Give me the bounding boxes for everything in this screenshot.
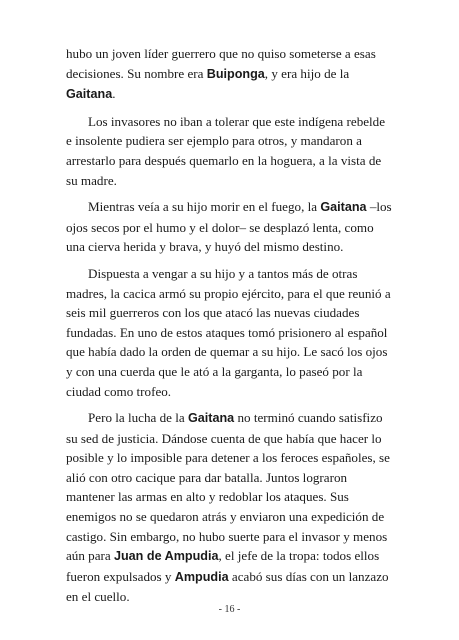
paragraph-4 [66, 264, 394, 401]
text-segment: Pero la lucha de la [88, 410, 188, 426]
text-segment: . [112, 86, 116, 102]
bold-name: Juan de Ampudia [113, 549, 219, 564]
text-segment: acabó sus días con un lanzazo en el cuello. [66, 568, 389, 605]
text-segment: , y era hijo de la [264, 65, 350, 81]
paragraph-5 [66, 408, 394, 607]
page-text-body [66, 44, 394, 614]
text-segment: , el jefe de la tropa: todos ellos fueron expulsados y [66, 548, 380, 584]
text-segment: Dispuesta a vengar a su hijo y a tantos más de otras madres, la cacica armó su propio ejército, para el que reunió a seis mil guerreros con los que atacó las nuevas ciudades fundadas. En uno de estos ataques tomó prisionero al español que había dado la orden de quemar a su hijo. Le sacó los ojos y con una cuerda que le ató a la garganta, lo paseó por la ciudad como trofeo. [66, 265, 391, 399]
paragraph-1 [66, 44, 394, 105]
bold-name: Gaitana [187, 411, 235, 426]
text-segment: Los invasores no iban a tolerar que este indígena rebelde e insolente pudiera ser ejemplo para otros, y mandaron a arrestarlo para después quemarlo en la hoguera, a la vista de su madre. [66, 113, 386, 188]
paragraph-3 [66, 197, 394, 257]
bold-name: Gaitana [66, 87, 113, 102]
text-segment: Mientras veía a su hijo morir en el fuego, la [88, 199, 321, 215]
bold-name: Gaitana [320, 200, 367, 215]
bold-name: Buiponga [206, 66, 265, 81]
text-segment: hubo un joven líder guerrero que no quiso someterse a esas decisiones. Su nombre era [66, 46, 376, 81]
bold-name: Ampudia [174, 569, 229, 584]
text-segment: no terminó cuando satisfizo su sed de justicia. Dándose cuenta de que había que hacer lo posible y lo imposible para detener a los feroces españoles, se alió con otro cacique para dar batalla. Juntos lograron mantener las armas en alto y redoblar los ataques. Sus enemigos no se quedaron atrás y enviaron una expedición de castigo. Sin embargo, no hubo suerte para el invasor y menos aún para [66, 410, 390, 564]
paragraph-2 [66, 112, 394, 190]
text-segment: –los ojos secos por el humo y el dolor– se desplazó lenta, como una cierva herida y brava, y huyó del mismo destino. [66, 199, 392, 255]
page-number: - 16 - [218, 604, 241, 615]
